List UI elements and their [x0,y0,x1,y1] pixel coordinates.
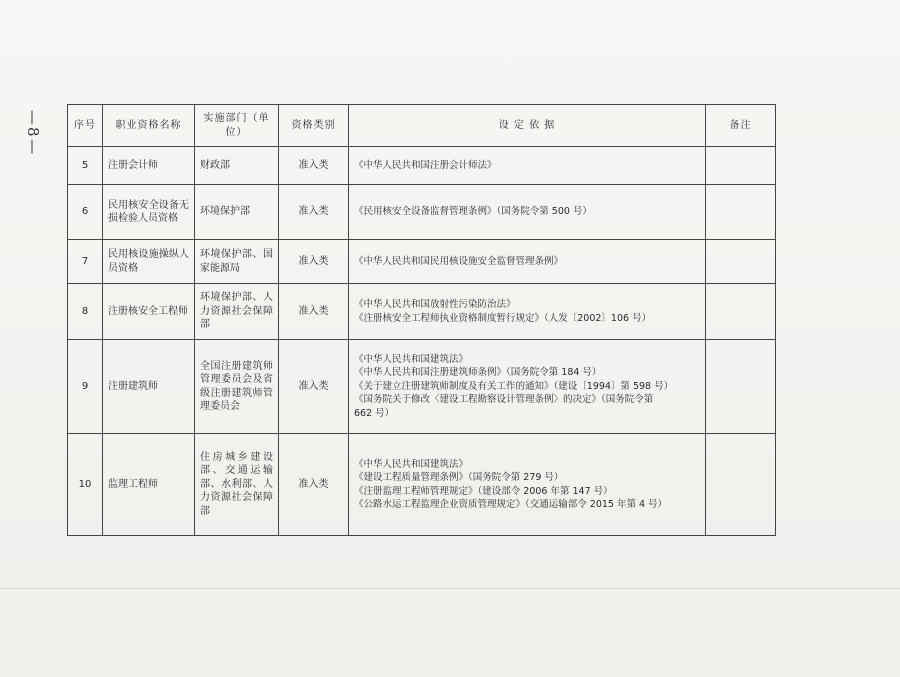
legal-basis-line: 662 号） [354,407,395,419]
implementing-department: 环境保护部 [195,185,279,240]
legal-basis-line: 《民用核安全设备监督管理条例》（国务院令第 500 号） [354,206,592,218]
header-basis: 设 定 依 据 [349,105,706,147]
remark [706,147,776,185]
remark [706,340,776,434]
legal-basis-line: 《中华人民共和国建筑法》 [354,458,469,470]
implementing-department: 环境保护部、人力资源社会保障部 [195,284,279,340]
remark [706,284,776,340]
qualification-type: 准入类 [279,147,349,185]
table-row [68,434,776,536]
qualification-name: 民用核安全设备无损检验人员资格 [103,185,195,240]
legal-basis-line: 《中华人民共和国放射性污染防治法》 [354,299,516,310]
qualification-name: 注册会计师 [103,147,195,185]
scan-artifact-line [0,588,900,589]
table-body [68,147,776,536]
header-name: 职业资格名称 [103,105,195,147]
table-row [68,340,776,434]
remark [706,240,776,284]
qualification-type: 准入类 [279,284,349,340]
row-number: 10 [68,434,103,536]
qualification-name: 民用核设施操纵人员资格 [103,240,195,284]
table-row [68,147,776,185]
legal-basis-line: 《中华人民共和国注册会计师法》 [354,159,497,171]
qualification-type: 准入类 [279,240,349,284]
page-number: — 8 — [24,110,42,156]
legal-basis-line: 《中华人民共和国民用核设施安全监督管理条例》 [354,255,564,267]
remark [706,434,776,536]
remark [706,185,776,240]
legal-basis-line: 《中华人民共和国建筑法》 [354,353,469,365]
legal-basis-line: 《注册核安全工程师执业资格制度暂行规定》（人发〔2002〕106 号） [354,312,652,324]
qualification-type: 准入类 [279,340,349,434]
header-remark: 备注 [706,105,776,147]
legal-basis-line: 《注册监理工程师管理规定》（建设部令 2006 年第 147 号） [354,485,613,497]
row-number: 7 [68,240,103,284]
implementing-department: 全国注册建筑师管理委员会及省级注册建筑师管理委员会 [195,340,279,434]
legal-basis [349,185,706,240]
legal-basis-line: 《公路水运工程监理企业资质管理规定》（交通运输部令 2015 年第 4 号） [354,499,668,510]
legal-basis-line: 《建设工程质量管理条例》（国务院令第 279 号） [354,472,564,483]
legal-basis-line: 《国务院关于修改〈建设工程勘察设计管理条例〉的决定》（国务院令第 [354,394,654,406]
header-type: 资格类别 [279,105,349,147]
row-number: 6 [68,185,103,240]
qualification-table [67,104,776,536]
table-row [68,185,776,240]
qualification-name: 注册核安全工程师 [103,284,195,340]
row-number: 5 [68,147,103,185]
qualification-type: 准入类 [279,185,349,240]
qualification-name: 注册建筑师 [103,340,195,434]
legal-basis [349,240,706,284]
header-dept: 实施部门（单位） [195,105,279,147]
row-number: 8 [68,284,103,340]
implementing-department: 财政部 [195,147,279,185]
legal-basis [349,147,706,185]
legal-basis-line: 《关于建立注册建筑师制度及有关工作的通知》（建设〔1994〕第 598 号） [354,380,674,392]
legal-basis [349,340,706,434]
qualification-type: 准入类 [279,434,349,536]
row-number: 9 [68,340,103,434]
table-row [68,240,776,284]
table-row [68,284,776,340]
legal-basis [349,434,706,536]
implementing-department: 环境保护部、国家能源局 [195,240,279,284]
qualification-name: 监理工程师 [103,434,195,536]
legal-basis-line: 《中华人民共和国注册建筑师条例》（国务院令第 184 号） [354,367,602,379]
table-header-row [68,105,776,147]
legal-basis [349,284,706,340]
header-no: 序号 [68,105,103,147]
implementing-department: 住房城乡建设部、交通运输部、水利部、人力资源社会保障部 [195,434,279,536]
